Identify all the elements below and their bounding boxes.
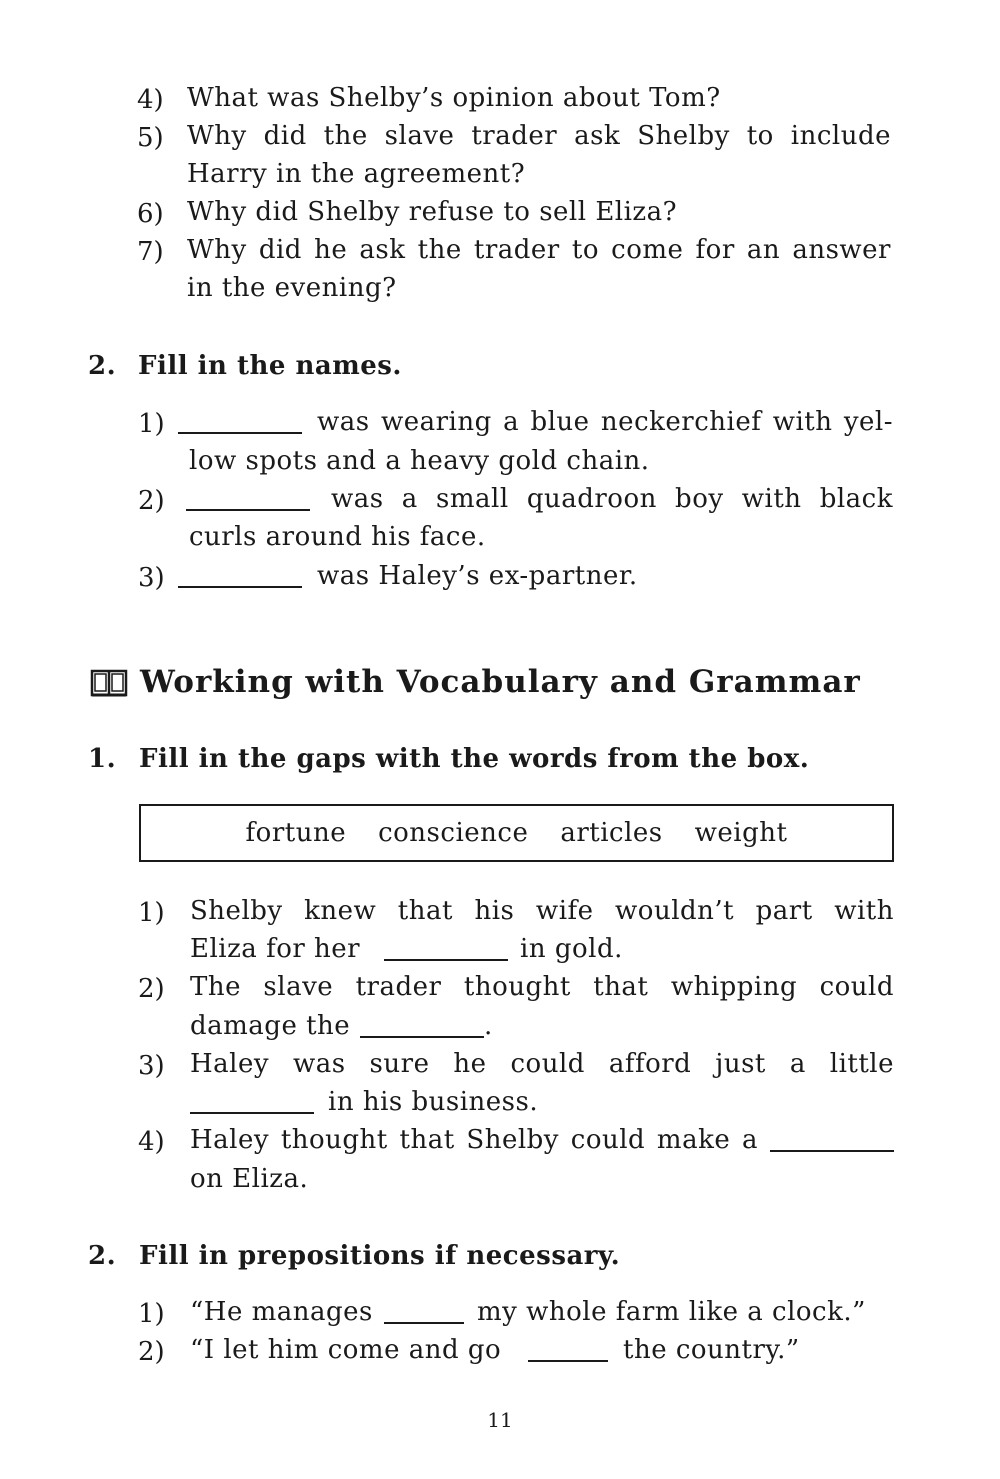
- answer-blank[interactable]: [178, 564, 302, 588]
- question-text: What was Shelby’s opinion about Tom?: [187, 83, 721, 113]
- answer-blank[interactable]: [186, 487, 310, 511]
- item-text: on Eliza.: [190, 1164, 309, 1194]
- item-text: was wearing a blue neckerchief with yel-: [317, 407, 893, 437]
- item-number: 1): [138, 898, 165, 928]
- item-number: 1): [138, 1299, 165, 1329]
- item-text: .: [484, 1011, 493, 1041]
- task-title: Fill in the gaps with the words from the box.: [139, 744, 810, 774]
- question-number: 4): [137, 85, 164, 115]
- answer-blank[interactable]: [528, 1338, 608, 1362]
- item-text: Haley was sure he could afford just a little: [190, 1049, 894, 1079]
- box-word: conscience: [378, 818, 529, 848]
- item-text: curls around his face.: [189, 522, 486, 552]
- answer-blank[interactable]: [190, 1090, 314, 1114]
- item-text: Shelby knew that his wife wouldn’t part with: [190, 896, 894, 926]
- item-text: in gold.: [520, 934, 623, 964]
- answer-blank[interactable]: [770, 1128, 894, 1152]
- item-text: my whole farm like a clock.”: [477, 1297, 866, 1327]
- task-title: Fill in the names.: [138, 351, 402, 381]
- item-number: 3): [138, 563, 165, 593]
- item-number: 1): [138, 409, 165, 439]
- question-text: Why did he ask the trader to come for an answer: [187, 235, 891, 265]
- item-text: in his business.: [328, 1087, 539, 1117]
- question-number: 5): [137, 123, 164, 153]
- item-text: “I let him come and go: [190, 1335, 502, 1365]
- task-number: 2.: [88, 1241, 117, 1271]
- item-number: 3): [138, 1051, 165, 1081]
- item-text: Haley thought that Shelby could make a: [190, 1125, 758, 1155]
- item-text: was Haley’s ex-partner.: [317, 561, 638, 591]
- question-text: Why did Shelby refuse to sell Eliza?: [187, 197, 678, 227]
- item-text: “He manages: [190, 1297, 373, 1327]
- box-word: fortune: [245, 818, 347, 848]
- task-number: 2.: [88, 351, 117, 381]
- item-text: was a small quadroon boy with black: [331, 484, 893, 514]
- page-number: 11: [487, 1408, 513, 1432]
- item-text: The slave trader thought that whipping could: [190, 972, 894, 1002]
- question-text: Why did the slave trader ask Shelby to include: [187, 121, 891, 151]
- question-number: 6): [137, 199, 164, 229]
- section-title: Working with Vocabulary and Grammar: [140, 664, 861, 700]
- task-number: 1.: [88, 744, 117, 774]
- answer-blank[interactable]: [384, 1300, 464, 1324]
- item-number: 2): [138, 1337, 165, 1367]
- item-text: low spots and a heavy gold chain.: [189, 446, 650, 476]
- task-title: Fill in prepositions if necessary.: [139, 1241, 621, 1271]
- item-text: damage the: [190, 1011, 351, 1041]
- item-text: the country.”: [623, 1335, 800, 1365]
- question-text: Harry in the agreement?: [187, 159, 526, 189]
- box-word: weight: [694, 818, 788, 848]
- box-word: articles: [560, 818, 663, 848]
- word-box: [139, 804, 894, 862]
- item-number: 4): [138, 1127, 165, 1157]
- item-number: 2): [138, 486, 165, 516]
- book-icon: [90, 668, 128, 698]
- answer-blank[interactable]: [360, 1014, 484, 1038]
- answer-blank[interactable]: [178, 410, 302, 434]
- item-text: Eliza for her: [190, 934, 361, 964]
- question-number: 7): [137, 237, 164, 267]
- answer-blank[interactable]: [384, 937, 508, 961]
- item-number: 2): [138, 974, 165, 1004]
- question-text: in the evening?: [187, 273, 397, 303]
